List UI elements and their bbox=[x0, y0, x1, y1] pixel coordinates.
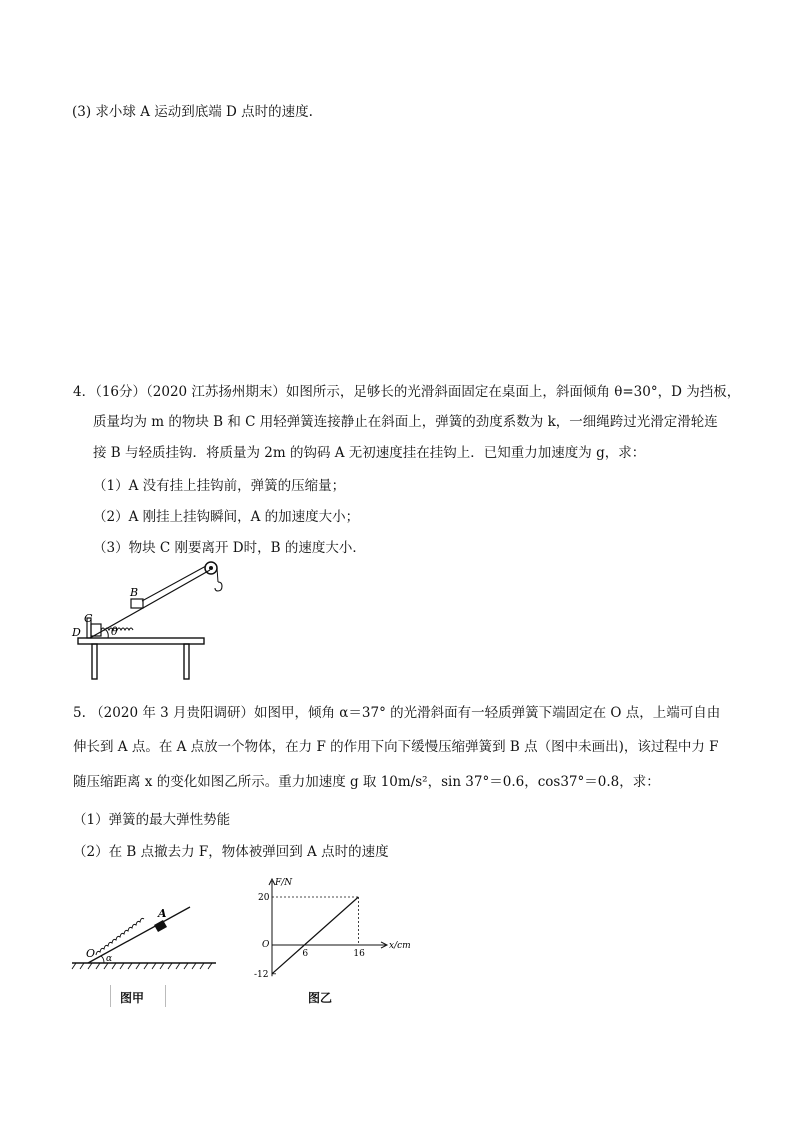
incline-a bbox=[88, 907, 190, 963]
q5-chart bbox=[250, 875, 411, 985]
block-a bbox=[154, 920, 167, 932]
y-axis-label: F/N bbox=[275, 878, 293, 888]
hook bbox=[215, 582, 222, 591]
q5-line1: 5. （2020 年 3 月贵阳调研）如图甲，倾角 α＝37° 的光滑斜面有一轻质弹簧下端固定在 O 点，上端可自由 bbox=[73, 705, 721, 721]
label-o: O bbox=[86, 947, 96, 960]
block-b bbox=[131, 599, 143, 608]
tick-label-y-20: 20 bbox=[258, 893, 270, 903]
q3-part3: (3) 求小球 A 运动到底端 D 点时的速度. bbox=[72, 104, 313, 120]
tick-label-y-neg12: -12 bbox=[254, 969, 269, 980]
caption-fig-b: 图乙 bbox=[308, 991, 333, 1005]
q5-sub1: （1）弹簧的最大弹性势能 bbox=[73, 812, 231, 828]
angle-arc bbox=[106, 630, 108, 638]
table-leg-right bbox=[184, 644, 189, 679]
series-line bbox=[272, 897, 358, 974]
label-alpha: α bbox=[106, 954, 113, 964]
q5-sub2: （2）在 B 点撤去力 F，物体被弹回到 A 点时的速度 bbox=[73, 844, 389, 860]
q4-line2: 质量均为 m 的物块 B 和 C 用轻弹簧连接静止在斜面上，弹簧的劲度系数为 k，一细绳跨过光滑定滑轮连 bbox=[93, 414, 718, 430]
label-a: A bbox=[158, 907, 167, 920]
q4-figure bbox=[70, 560, 230, 670]
label-b: B bbox=[130, 586, 139, 599]
origin-label: O bbox=[262, 940, 270, 950]
q5-figure-a bbox=[70, 895, 220, 975]
q5-line2: 伸长到 A 点。在 A 点放一个物体，在力 F 的作用下向下缓慢压缩弹簧到 B 点（图中未画出)，该过程中力 F bbox=[73, 739, 719, 755]
tick-label-x-6: 6 bbox=[302, 949, 309, 959]
table-top bbox=[78, 638, 204, 644]
q4-line1: 4．（16分）（2020 江苏扬州期末）如图所示，足够长的光滑斜面固定在桌面上，斜面倾角 θ=30°，D 为挡板， bbox=[73, 384, 741, 400]
q4-sub2: （2）A 刚挂上挂钩瞬间，A 的加速度大小； bbox=[93, 509, 360, 525]
ground-hatch bbox=[72, 963, 212, 969]
q4-sub1: （1）A 没有挂上挂钩前，弹簧的压缩量； bbox=[93, 478, 346, 494]
label-theta: θ bbox=[111, 625, 118, 638]
q4-sub3: （3）物块 C 刚要离开 D时，B 的速度大小． bbox=[93, 540, 366, 556]
q5-line3: 随压缩距离 x 的变化如图乙所示。重力加速度 g 取 10m/s²，sin 37°＝0.6，cos37°＝0.8，求： bbox=[73, 774, 660, 790]
label-d: D bbox=[72, 626, 81, 639]
x-axis-label: x/cm bbox=[389, 941, 411, 951]
caption-fig-a: 图甲 bbox=[120, 991, 145, 1005]
q4-line3: 接 B 与轻质挂钩．将质量为 2m 的钩码 A 无初速度挂在挂钩上．已知重力加速度为 g，求： bbox=[93, 445, 646, 461]
incline bbox=[90, 570, 210, 638]
label-c: C bbox=[84, 612, 93, 625]
tick-label-x-16: 16 bbox=[353, 949, 365, 959]
table-leg-left bbox=[92, 644, 97, 679]
rope bbox=[142, 566, 206, 601]
